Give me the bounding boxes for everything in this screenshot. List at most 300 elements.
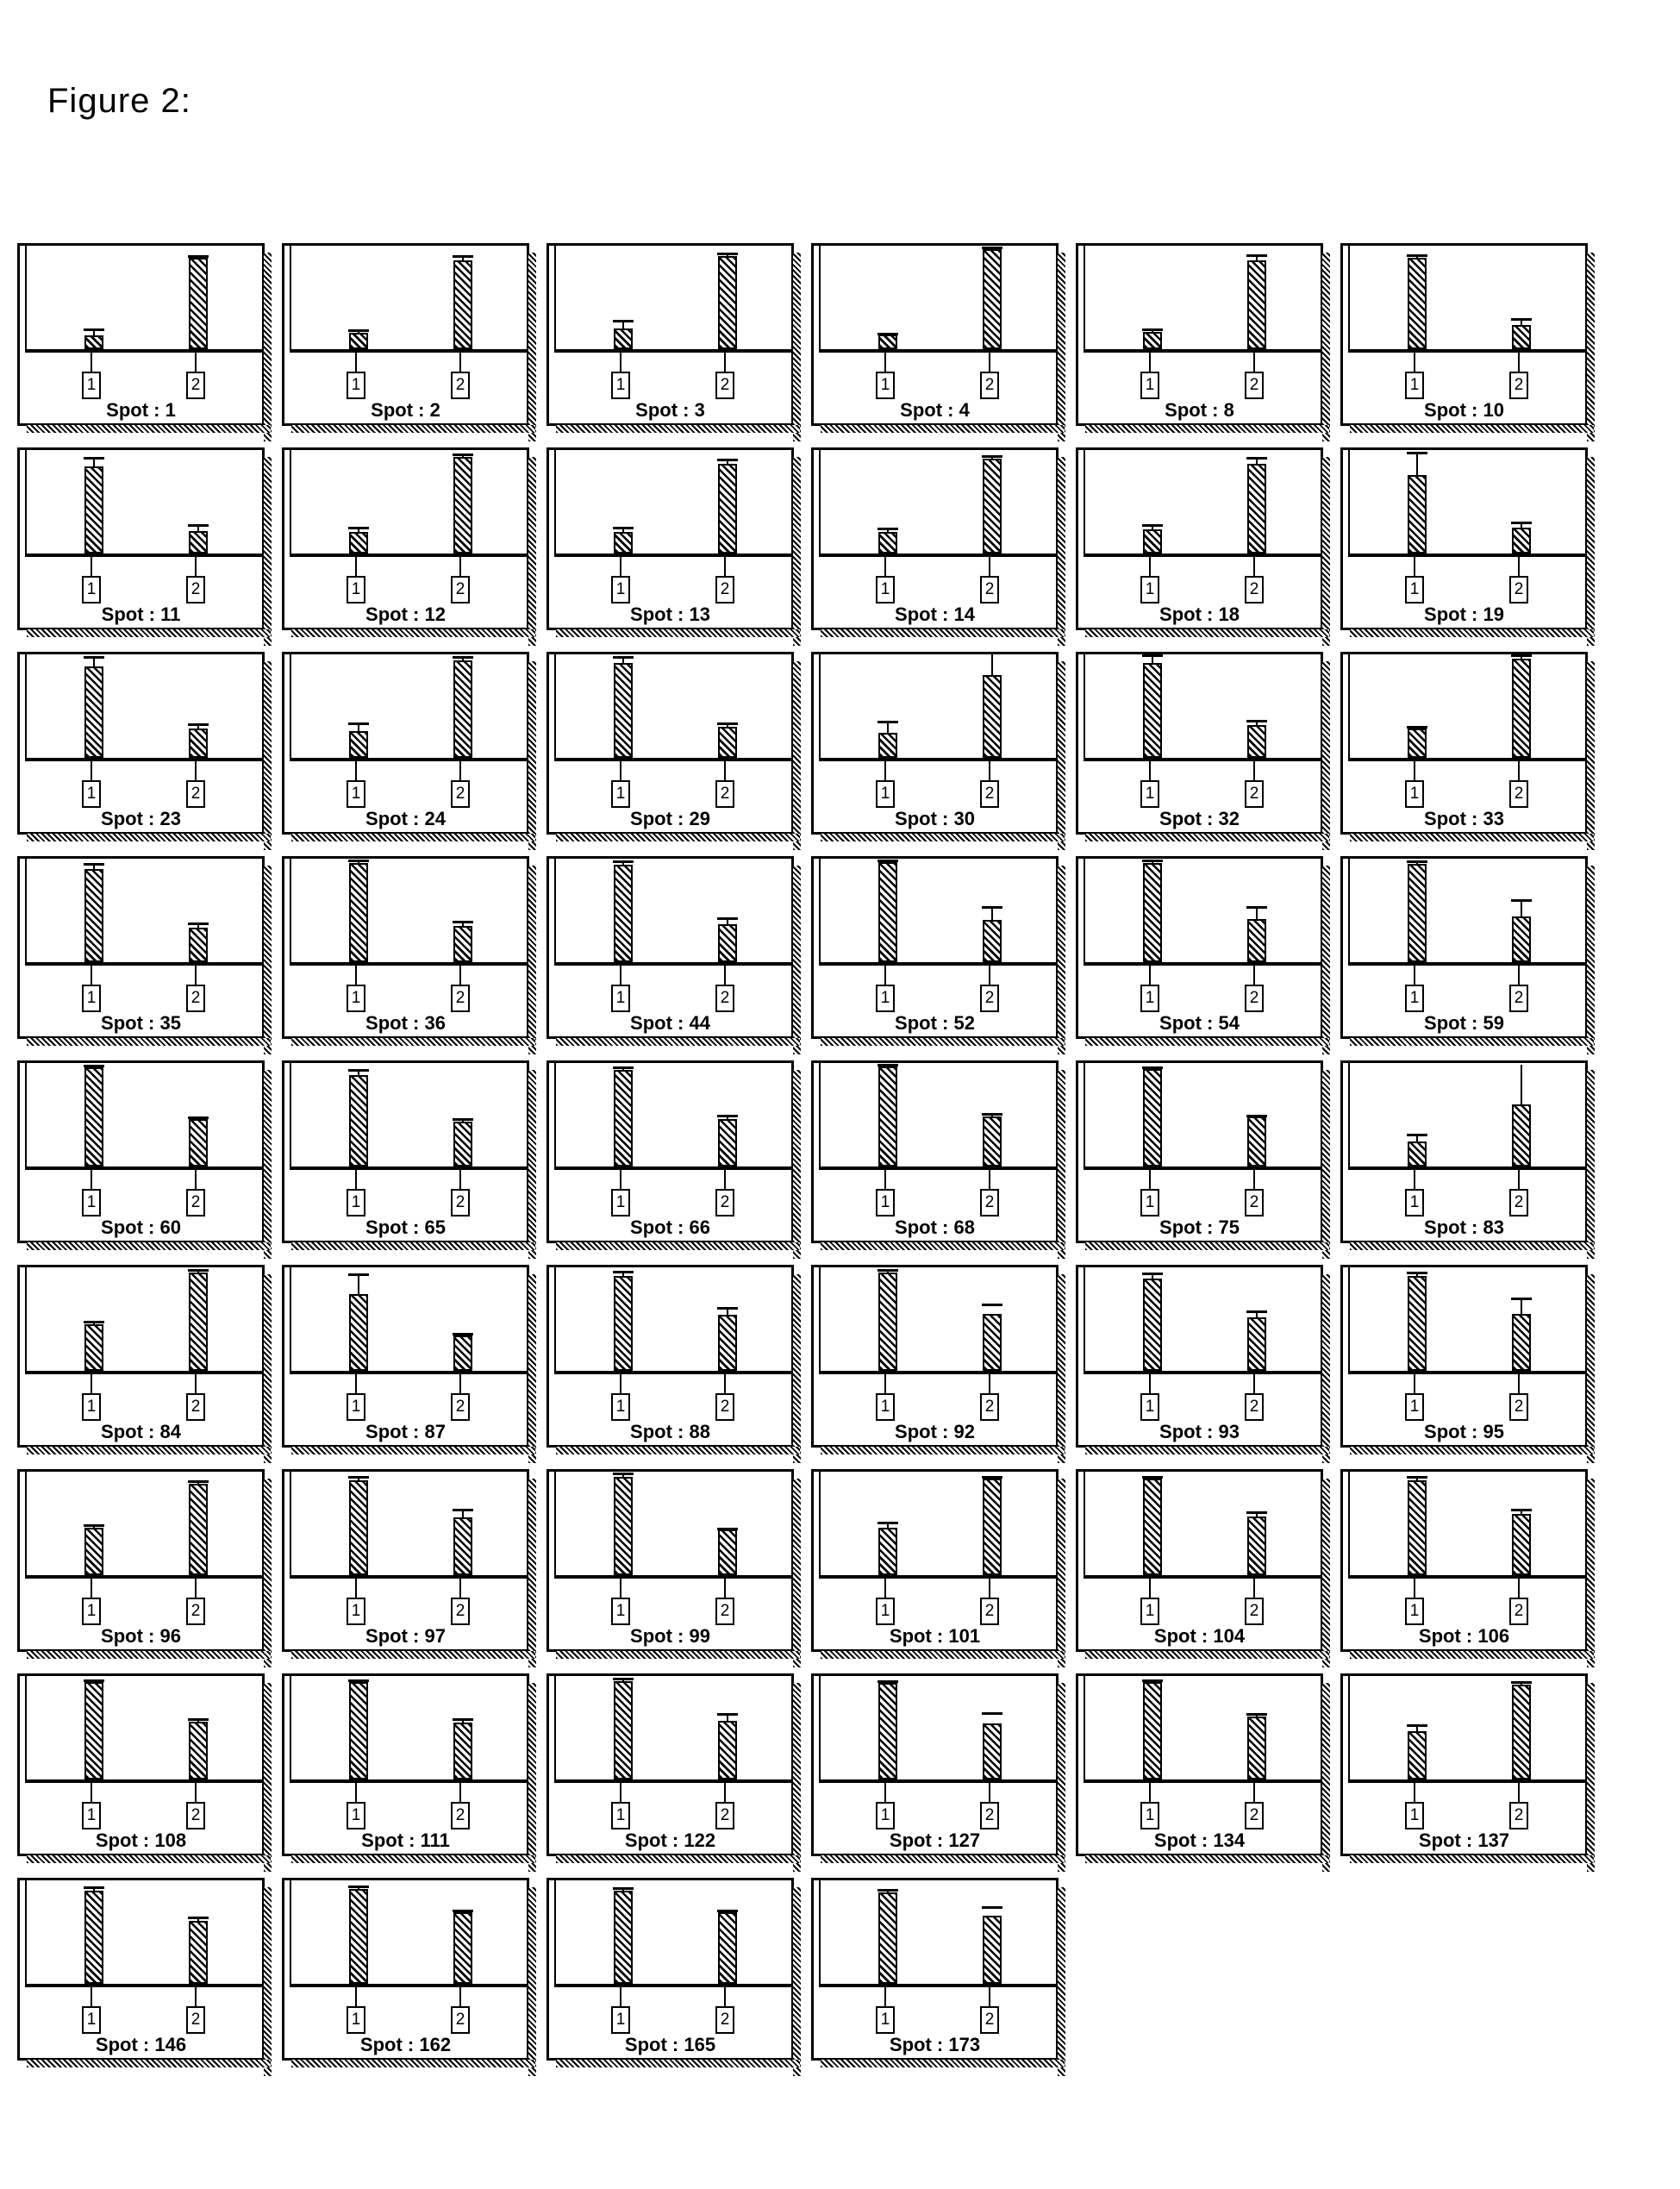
x-tick — [355, 1371, 357, 1393]
x-tick-label-box: 2 — [1509, 1189, 1528, 1216]
x-tick — [459, 962, 461, 985]
panel-shadow-bottom — [556, 425, 800, 433]
spot-caption: Spot : 101 — [889, 1625, 981, 1647]
x-tick — [459, 554, 461, 576]
x-tick — [1518, 554, 1520, 576]
plot-area — [1084, 1063, 1321, 1170]
x-tick — [1518, 1779, 1520, 1802]
bar-1 — [1143, 1279, 1162, 1371]
x-tick — [620, 1371, 621, 1393]
x-tick-label-box: 1 — [82, 576, 101, 604]
x-tick — [459, 1371, 461, 1393]
plot-area — [1084, 859, 1321, 966]
panel-shadow-bottom — [27, 834, 271, 841]
x-tick — [1253, 1166, 1255, 1189]
x-tick-label-box: 2 — [451, 576, 470, 604]
x-tick — [724, 1575, 726, 1598]
error-bar-cap — [1142, 1273, 1163, 1275]
panel-shadow-bottom — [1350, 629, 1594, 637]
bar-1 — [84, 335, 103, 349]
x-tick — [1518, 1371, 1520, 1393]
x-tick — [459, 1166, 461, 1189]
spot-caption: Spot : 88 — [630, 1421, 710, 1442]
error-bar-2 — [462, 1910, 464, 1913]
x-tick — [724, 1984, 726, 2006]
panel-shadow-bottom — [1085, 1242, 1329, 1250]
x-tick-label-box: 1 — [1405, 780, 1424, 808]
spot-panel-33 — [1340, 652, 1588, 835]
panel-shadow-bottom — [1350, 1038, 1594, 1046]
plot-area — [25, 1676, 262, 1783]
error-bar-cap — [1407, 254, 1427, 257]
x-tick — [724, 1779, 726, 1802]
spot-caption: Spot : 87 — [365, 1421, 446, 1442]
error-bar-2 — [197, 255, 199, 259]
x-tick — [724, 1371, 726, 1393]
error-bar-2 — [991, 1906, 993, 1913]
x-tick — [91, 1984, 92, 2006]
spot-caption: Spot : 111 — [361, 1829, 450, 1851]
bar-1 — [614, 328, 633, 349]
bar-1 — [349, 863, 368, 962]
spot-caption: Spot : 12 — [365, 604, 446, 625]
bar-1 — [878, 862, 897, 962]
bar-2 — [983, 249, 1002, 349]
x-tick — [1414, 349, 1415, 372]
spot-caption: Spot : 84 — [101, 1421, 181, 1442]
error-bar-1 — [93, 457, 95, 466]
spot-caption: Spot : 30 — [895, 808, 975, 829]
plot-area — [25, 246, 262, 353]
plot-area — [554, 1267, 791, 1374]
bar-1 — [614, 1070, 633, 1166]
error-bar-2 — [991, 906, 993, 920]
x-tick-label-box: 1 — [1405, 1189, 1424, 1216]
x-tick-label-box: 1 — [347, 2006, 365, 2034]
x-tick-label-box: 2 — [451, 1598, 470, 1625]
x-tick — [459, 349, 461, 372]
spot-caption: Spot : 97 — [365, 1625, 446, 1647]
error-bar-cap — [1246, 457, 1267, 460]
bar-1 — [349, 1682, 368, 1779]
error-bar-cap — [188, 524, 209, 527]
error-bar-cap — [877, 1889, 898, 1892]
plot-area — [819, 450, 1056, 557]
error-bar-2 — [197, 723, 199, 729]
plot-area — [25, 1063, 262, 1170]
x-tick — [91, 1575, 92, 1598]
bar-1 — [614, 1681, 633, 1779]
error-bar-cap — [348, 1886, 369, 1888]
panel-shadow-bottom — [1085, 1038, 1329, 1046]
x-tick — [1149, 554, 1151, 576]
bar-2 — [453, 457, 472, 554]
panel-shadow-right — [1587, 1479, 1595, 1667]
panel-shadow-right — [264, 253, 272, 441]
x-tick — [195, 1166, 197, 1189]
bar-1 — [878, 1683, 897, 1779]
spot-panel-52 — [811, 856, 1059, 1039]
bar-2 — [983, 1314, 1002, 1371]
error-bar-1 — [1152, 328, 1153, 332]
error-bar-cap — [717, 1528, 738, 1530]
x-tick — [91, 758, 92, 780]
bar-1 — [84, 466, 103, 554]
bar-2 — [983, 1723, 1002, 1779]
x-tick-label-box: 1 — [876, 576, 895, 604]
panel-shadow-right — [264, 1887, 272, 2076]
error-bar-cap — [717, 917, 738, 920]
spot-panel-92 — [811, 1265, 1059, 1448]
x-tick-label-box: 1 — [876, 1393, 895, 1421]
plot-area — [554, 1472, 791, 1579]
panel-shadow-bottom — [1085, 834, 1329, 841]
panel-shadow-bottom — [556, 1242, 800, 1250]
plot-area — [25, 1267, 262, 1374]
error-bar-cap — [877, 1522, 898, 1524]
error-bar-2 — [462, 1718, 464, 1723]
plot-area — [290, 859, 527, 966]
spot-panel-44 — [546, 856, 794, 1039]
error-bar-1 — [1416, 1272, 1418, 1276]
x-tick-label-box: 2 — [715, 1189, 734, 1216]
x-tick — [91, 962, 92, 985]
x-tick — [1414, 554, 1415, 576]
x-tick — [884, 962, 886, 985]
bar-2 — [189, 729, 208, 758]
bar-2 — [718, 1315, 737, 1371]
panel-shadow-bottom — [27, 2060, 271, 2067]
panel-shadow-bottom — [821, 629, 1065, 637]
spot-caption: Spot : 96 — [101, 1625, 181, 1647]
bar-2 — [189, 1119, 208, 1166]
spot-panel-14 — [811, 447, 1059, 630]
x-tick-label-box: 2 — [1509, 372, 1528, 399]
bar-1 — [878, 1066, 897, 1166]
error-bar-cap — [453, 453, 473, 456]
spot-caption: Spot : 8 — [1165, 399, 1234, 421]
x-tick — [91, 554, 92, 576]
x-tick-label-box: 2 — [1509, 1598, 1528, 1625]
panel-shadow-bottom — [1085, 1855, 1329, 1863]
spot-panel-65 — [282, 1060, 529, 1243]
bar-1 — [1408, 1731, 1427, 1779]
x-tick — [195, 1371, 197, 1393]
x-tick — [355, 349, 357, 372]
x-tick — [195, 758, 197, 780]
x-tick-label-box: 1 — [611, 1598, 630, 1625]
error-bar-2 — [991, 654, 993, 675]
error-bar-cap — [613, 1066, 634, 1069]
error-bar-cap — [877, 1064, 898, 1066]
error-bar-1 — [93, 1065, 95, 1066]
panel-shadow-bottom — [291, 1651, 535, 1659]
x-tick — [91, 1371, 92, 1393]
x-tick — [1149, 1575, 1151, 1598]
panel-shadow-right — [1058, 1683, 1065, 1872]
panel-shadow-bottom — [27, 629, 271, 637]
error-bar-2 — [462, 255, 464, 260]
plot-area — [819, 246, 1056, 353]
error-bar-2 — [727, 722, 728, 727]
spot-panel-134 — [1076, 1673, 1323, 1856]
spot-panel-1 — [17, 243, 265, 426]
x-tick-label-box: 1 — [611, 985, 630, 1012]
error-bar-2 — [1256, 1115, 1258, 1116]
x-tick-label-box: 1 — [82, 780, 101, 808]
x-tick — [884, 1371, 886, 1393]
bar-2 — [718, 727, 737, 758]
spot-panel-88 — [546, 1265, 794, 1448]
panel-shadow-right — [1322, 1683, 1330, 1872]
x-tick — [355, 1166, 357, 1189]
spot-panel-10 — [1340, 243, 1588, 426]
panel-shadow-right — [1587, 1070, 1595, 1259]
bar-1 — [349, 1889, 368, 1984]
panel-shadow-right — [1322, 457, 1330, 646]
x-tick-label-box: 2 — [451, 2006, 470, 2034]
panel-shadow-right — [1058, 866, 1065, 1054]
plot-area — [25, 450, 262, 557]
plot-area — [819, 654, 1056, 761]
x-tick-label-box: 1 — [1140, 985, 1159, 1012]
error-bar-2 — [1521, 1509, 1522, 1514]
x-tick — [459, 1779, 461, 1802]
plot-area — [554, 1063, 791, 1170]
x-tick — [620, 1984, 621, 2006]
spot-caption: Spot : 36 — [365, 1012, 446, 1034]
spot-caption: Spot : 60 — [101, 1216, 181, 1238]
bar-2 — [453, 1122, 472, 1166]
error-bar-cap — [613, 1271, 634, 1273]
bar-1 — [878, 733, 897, 758]
panel-shadow-right — [793, 1070, 801, 1259]
x-tick — [91, 1166, 92, 1189]
plot-area — [290, 654, 527, 761]
x-tick-label-box: 1 — [876, 985, 895, 1012]
bar-2 — [983, 1116, 1002, 1166]
panel-shadow-bottom — [291, 425, 535, 433]
error-bar-2 — [991, 1712, 993, 1722]
panel-shadow-bottom — [556, 2060, 800, 2067]
bar-2 — [1247, 1317, 1266, 1371]
x-tick — [1414, 758, 1415, 780]
x-tick — [724, 962, 726, 985]
panel-shadow-bottom — [291, 1242, 535, 1250]
plot-area — [554, 1676, 791, 1783]
error-bar-2 — [462, 921, 464, 926]
bar-1 — [1143, 663, 1162, 758]
error-bar-cap — [877, 333, 898, 335]
panel-shadow-bottom — [1350, 1651, 1594, 1659]
x-tick-label-box: 2 — [451, 372, 470, 399]
x-tick — [1414, 1575, 1415, 1598]
x-tick — [1414, 1166, 1415, 1189]
panel-shadow-bottom — [27, 425, 271, 433]
error-bar-1 — [887, 860, 889, 861]
error-bar-2 — [1521, 522, 1522, 528]
error-bar-2 — [1521, 1298, 1522, 1314]
x-tick-label-box: 1 — [1140, 1598, 1159, 1625]
x-tick-label-box: 1 — [611, 1393, 630, 1421]
x-tick-label-box: 1 — [347, 372, 365, 399]
panel-shadow-bottom — [1350, 425, 1594, 433]
plot-area — [1348, 1063, 1585, 1170]
error-bar-1 — [622, 527, 624, 532]
plot-area — [819, 859, 1056, 966]
spot-panel-11 — [17, 447, 265, 630]
bar-2 — [1512, 1314, 1531, 1371]
panel-shadow-bottom — [556, 1447, 800, 1454]
spot-caption: Spot : 93 — [1159, 1421, 1240, 1442]
panel-shadow-right — [1058, 1070, 1065, 1259]
plot-area — [290, 1267, 527, 1374]
x-tick-label-box: 2 — [715, 1802, 734, 1829]
error-bar-2 — [1256, 720, 1258, 725]
error-bar-cap — [84, 863, 104, 866]
spot-caption: Spot : 104 — [1153, 1625, 1246, 1647]
plot-area — [554, 654, 791, 761]
spot-caption: Spot : 108 — [95, 1829, 187, 1851]
bar-1 — [1408, 1276, 1427, 1371]
error-bar-1 — [1416, 860, 1418, 864]
bar-1 — [1143, 529, 1162, 554]
error-bar-2 — [727, 1528, 728, 1529]
bar-1 — [349, 1075, 368, 1166]
spot-caption: Spot : 44 — [630, 1012, 710, 1034]
error-bar-1 — [358, 1069, 359, 1075]
panel-shadow-right — [264, 1070, 272, 1259]
error-bar-cap — [877, 721, 898, 723]
bar-2 — [453, 260, 472, 349]
error-bar-cap — [1511, 899, 1532, 902]
spot-panel-29 — [546, 652, 794, 835]
x-tick-label-box: 1 — [1405, 985, 1424, 1012]
plot-area — [290, 1676, 527, 1783]
error-bar-1 — [1152, 524, 1153, 529]
error-bar-1 — [93, 1679, 95, 1683]
bar-2 — [1512, 325, 1531, 349]
spot-panel-54 — [1076, 856, 1323, 1039]
x-tick — [724, 554, 726, 576]
error-bar-cap — [348, 527, 369, 529]
panel-shadow-right — [1587, 253, 1595, 441]
spot-caption: Spot : 173 — [889, 2034, 981, 2055]
spot-caption: Spot : 18 — [1159, 604, 1240, 625]
bar-1 — [614, 1891, 633, 1984]
error-bar-1 — [93, 656, 95, 666]
x-tick — [355, 554, 357, 576]
error-bar-cap — [84, 1321, 104, 1323]
x-tick-label-box: 1 — [1140, 1393, 1159, 1421]
plot-area — [554, 859, 791, 966]
error-bar-2 — [197, 1718, 199, 1722]
x-tick-label-box: 2 — [451, 1393, 470, 1421]
x-tick — [989, 554, 990, 576]
x-tick-label-box: 1 — [876, 2006, 895, 2034]
error-bar-cap — [453, 1718, 473, 1721]
spot-caption: Spot : 33 — [1424, 808, 1504, 829]
error-bar-2 — [462, 1509, 464, 1517]
bar-2 — [189, 928, 208, 962]
x-tick — [195, 962, 197, 985]
error-bar-1 — [1152, 1066, 1153, 1070]
x-tick-label-box: 2 — [980, 1802, 999, 1829]
bar-2 — [718, 1529, 737, 1575]
panel-shadow-bottom — [1350, 1242, 1594, 1250]
panel-shadow-bottom — [821, 834, 1065, 841]
spot-caption: Spot : 127 — [889, 1829, 981, 1851]
spot-panel-8 — [1076, 243, 1323, 426]
error-bar-cap — [1246, 906, 1267, 909]
x-tick-label-box: 1 — [82, 1189, 101, 1216]
panel-shadow-right — [1322, 1274, 1330, 1463]
error-bar-cap — [1407, 860, 1427, 863]
panel-shadow-right — [1587, 457, 1595, 646]
spot-panel-93 — [1076, 1265, 1323, 1448]
error-bar-1 — [1416, 1724, 1418, 1730]
x-tick-label-box: 2 — [980, 1393, 999, 1421]
bar-2 — [189, 531, 208, 554]
error-bar-cap — [613, 860, 634, 863]
x-tick — [1149, 962, 1151, 985]
error-bar-cap — [1511, 1681, 1532, 1684]
error-bar-2 — [727, 1910, 728, 1913]
bar-1 — [1408, 864, 1427, 962]
bar-1 — [349, 532, 368, 554]
panel-shadow-bottom — [556, 1651, 800, 1659]
x-tick-label-box: 2 — [186, 985, 205, 1012]
x-tick — [1253, 349, 1255, 372]
panel-shadow-bottom — [1350, 1855, 1594, 1863]
spot-panel-111 — [282, 1673, 529, 1856]
x-tick — [355, 962, 357, 985]
spot-panel-13 — [546, 447, 794, 630]
panel-shadow-bottom — [1085, 425, 1329, 433]
x-tick-label-box: 2 — [186, 1189, 205, 1216]
panel-shadow-bottom — [291, 629, 535, 637]
plot-area — [1084, 450, 1321, 557]
bar-2 — [718, 1721, 737, 1779]
spot-panel-18 — [1076, 447, 1323, 630]
bar-1 — [84, 1528, 103, 1575]
x-tick — [355, 1984, 357, 2006]
x-tick — [620, 1575, 621, 1598]
x-tick-label-box: 1 — [1140, 372, 1159, 399]
error-bar-2 — [197, 923, 199, 928]
error-bar-2 — [1256, 906, 1258, 918]
error-bar-cap — [1246, 720, 1267, 722]
spot-panel-96 — [17, 1469, 265, 1652]
bar-2 — [453, 660, 472, 758]
spot-caption: Spot : 92 — [895, 1421, 975, 1442]
bar-1 — [1143, 863, 1162, 962]
error-bar-1 — [622, 1678, 624, 1681]
panel-shadow-right — [793, 866, 801, 1054]
error-bar-1 — [1416, 452, 1418, 474]
error-bar-cap — [84, 328, 104, 331]
spot-panel-106 — [1340, 1469, 1588, 1652]
x-tick-label-box: 2 — [1509, 1393, 1528, 1421]
panel-shadow-right — [1587, 1683, 1595, 1872]
error-bar-1 — [358, 1273, 359, 1294]
plot-area — [554, 1880, 791, 1987]
bar-1 — [1143, 332, 1162, 349]
error-bar-1 — [1152, 1679, 1153, 1683]
error-bar-1 — [1152, 654, 1153, 663]
x-tick-label-box: 2 — [715, 1393, 734, 1421]
error-bar-2 — [462, 453, 464, 458]
